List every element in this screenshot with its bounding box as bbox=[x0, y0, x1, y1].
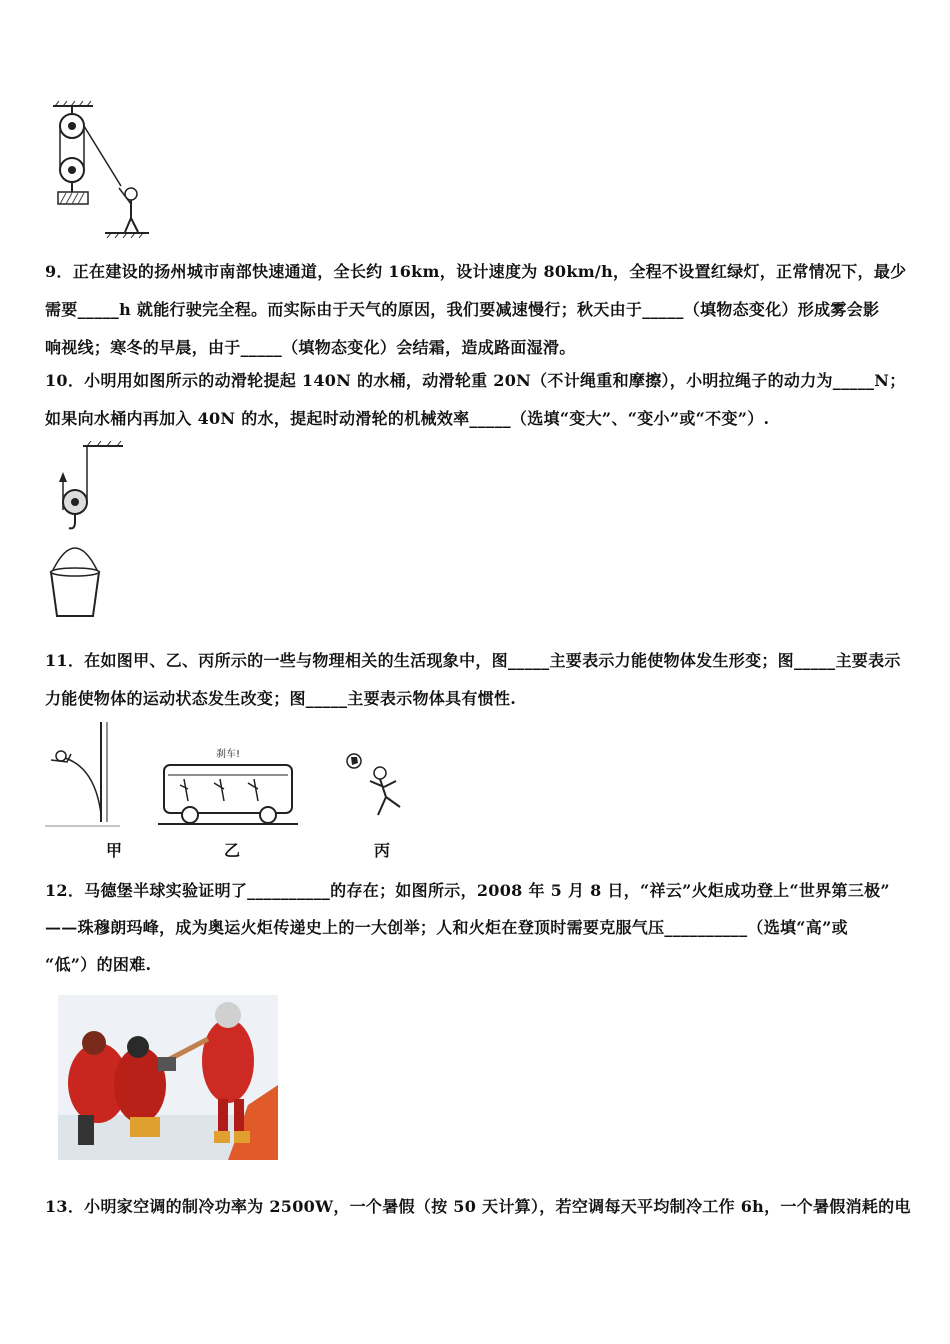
q9-line-2: 需要_____h 就能行驶完全程。而实际由于天气的原因，我们要减速慢行；秋天由于_____（填物态变化）形成雾会影 bbox=[45, 300, 880, 319]
caption-jia: 甲 bbox=[106, 841, 123, 860]
kicking-ball-figure-c bbox=[340, 745, 420, 825]
q12-line-3: “低”）的困难. bbox=[45, 955, 152, 974]
q11-line-1: 11．在如图甲、乙、丙所示的一些与物理相关的生活现象中，图_____主要表示力能使物体发生形变；图_____主要表示 bbox=[45, 651, 901, 670]
movable-pulley-bucket-figure bbox=[45, 440, 135, 620]
q12-line-1: 12．马德堡半球实验证明了__________的存在；如图所示，2008 年 5 月 8 日，“祥云”火炬成功登上“世界第三极” bbox=[45, 881, 890, 900]
q11-line-2: 力能使物体的运动状态发生改变；图_____主要表示物体具有惯性. bbox=[45, 689, 517, 708]
pulley-system-figure bbox=[45, 100, 155, 240]
caption-bing: 丙 bbox=[374, 841, 391, 860]
bow-figure-a bbox=[45, 718, 120, 828]
q13-line-1: 13．小明家空调的制冷功率为 2500W，一个暑假（按 50 天计算），若空调每天平均制冷工作 6h，一个暑假消耗的电 bbox=[45, 1197, 911, 1216]
caption-yi: 乙 bbox=[224, 841, 241, 860]
q12-line-2: ——珠穆朗玛峰，成为奥运火炬传递史上的一大创举；人和火炬在登顶时需要克服气压__________（选填“高”或 bbox=[45, 918, 848, 937]
everest-torch-photo bbox=[58, 995, 278, 1160]
q9-line-1: 9．正在建设的扬州城市南部快速通道，全长约 16km，设计速度为 80km/h，全程不设置红绿灯，正常情况下，最少 bbox=[45, 262, 907, 281]
q10-line-2: 如果向水桶内再加入 40N 的水，提起时动滑轮的机械效率_____（选填“变大”、“变小”或“不变”）. bbox=[45, 409, 770, 428]
q10-line-1: 10．小明用如图所示的动滑轮提起 140N 的水桶，动滑轮重 20N（不计绳重和摩擦），小明拉绳子的动力为_____N； bbox=[45, 371, 906, 390]
braking-bus-figure-b bbox=[158, 745, 298, 827]
q9-line-3: 响视线；寒冬的早晨，由于_____（填物态变化）会结霜，造成路面湿滑。 bbox=[45, 338, 576, 357]
bus-brake-text: 刹车! bbox=[216, 749, 241, 760]
